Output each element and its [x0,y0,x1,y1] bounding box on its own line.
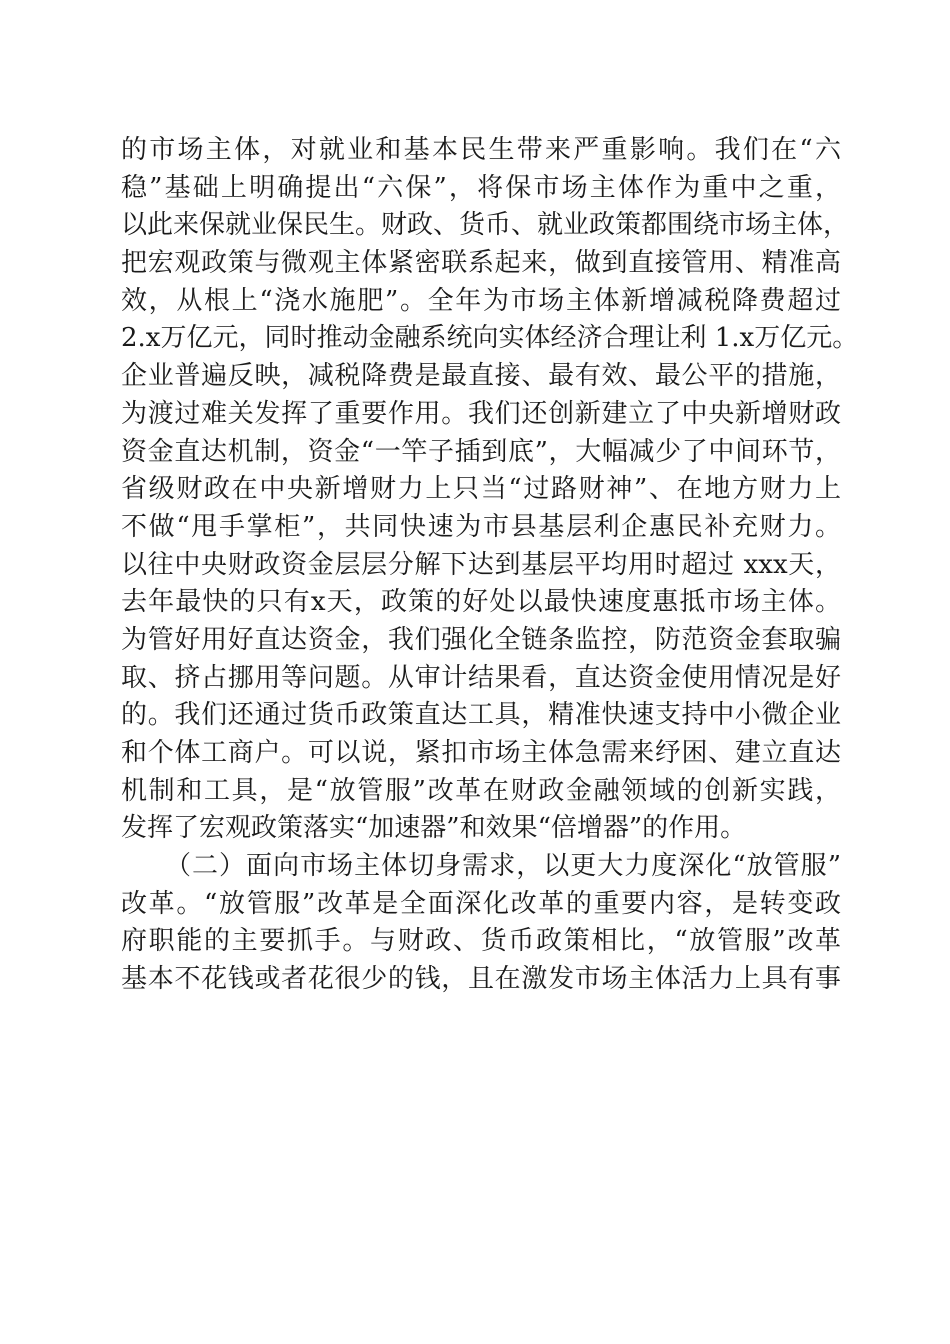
text-line: 以往中央财政资金层层分解下达到基层平均用时超过 xxx天， [121,549,841,580]
text-line: 和个体工商户。可以说，紧扣市场主体急需来纾困、建立直达 [121,738,841,768]
section-heading-line: （二）面向市场主体切身需求，以更大力度深化“放管服” [165,851,841,882]
text-line: 2.x万亿元，同时推动金融系统向实体经济合理让利 1.x万亿元。 [121,323,859,354]
text-line: 府职能的主要抓手。与财政、货币政策相比，“放管服”改革 [121,926,841,957]
body-text [121,132,859,999]
text-line: 效，从根上“浇水施肥”。全年为市场主体新增减税降费超过 [121,285,841,316]
text-line: 的。我们还通过货币政策直达工具，精准快速支持中小微企业 [121,700,841,731]
text-line: 稳”基础上明确提出“六保”，将保市场主体作为重中之重， [121,172,841,203]
text-line: 为管好用好直达资金，我们强化全链条监控，防范资金套取骗 [121,624,841,655]
text-line: 资金直达机制，资金“一竿子插到底”，大幅减少了中间环节， [121,436,841,467]
text-line: 不做“甩手掌柜”，共同快速为市县基层利企惠民补充财力。 [121,511,841,542]
text-line: 企业普遍反映，减税降费是最直接、最有效、最公平的措施， [121,361,841,392]
text-line: 去年最快的只有x天，政策的好处以最快速度惠抵市场主体。 [121,587,841,618]
text-line: 以此来保就业保民生。财政、货币、就业政策都围绕市场主体， [121,210,850,241]
text-line: 改革。“放管服”改革是全面深化改革的重要内容，是转变政 [121,888,841,919]
text-line: 基本不花钱或者花很少的钱，且在激发市场主体活力上具有事 [121,964,841,995]
text-line: 取、挤占挪用等问题。从审计结果看，直达资金使用情况是好 [121,662,841,693]
text-line: 把宏观政策与微观主体紧密联系起来，做到直接管用、精准高 [121,248,841,279]
text-line: 的市场主体，对就业和基本民生带来严重影响。我们在“六 [121,135,841,165]
paragraph-end-line: 发挥了宏观政策落实“加速器”和效果“倍增器”的作用。 [121,813,747,844]
text-line: 为渡过难关发挥了重要作用。我们还创新建立了中央新增财政 [121,398,841,429]
text-line: 机制和工具，是“放管服”改革在财政金融领域的创新实践， [121,775,841,806]
text-line: 省级财政在中央新增财力上只当“过路财神”、在地方财力上 [121,474,841,505]
